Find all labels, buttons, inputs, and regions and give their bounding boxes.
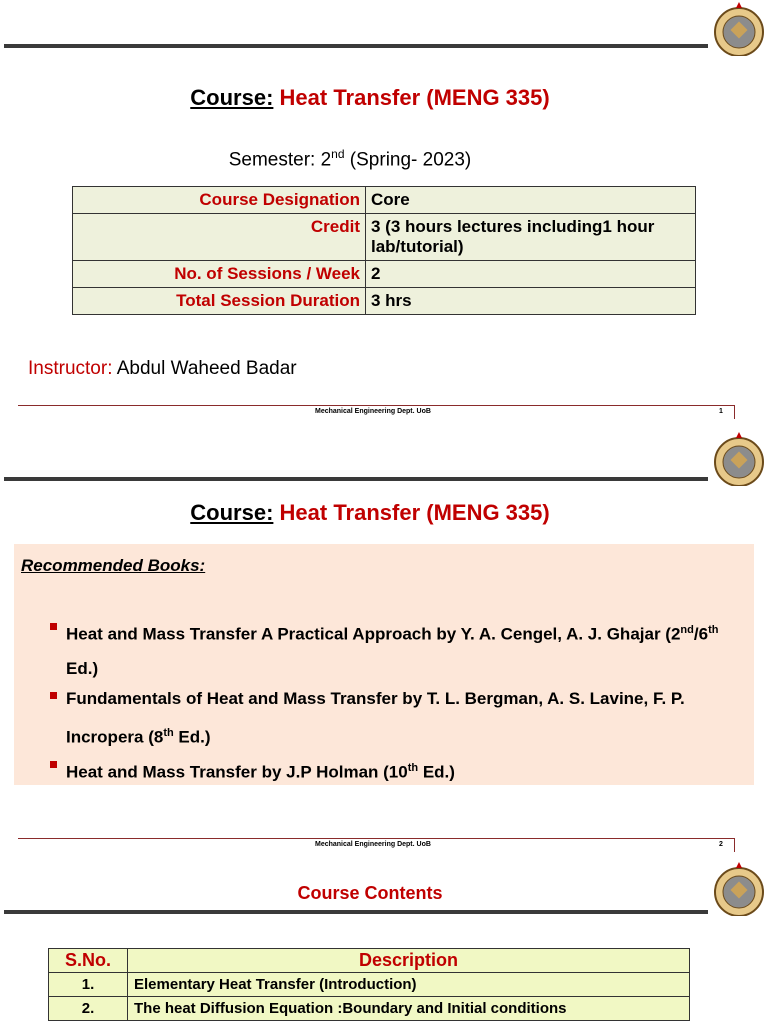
course-info-table bbox=[72, 186, 696, 315]
book2-text: Fundamentals of Heat and Mass Transfer by T. L. Bergman, A. S. Lavine, F. P. Incropera (8 bbox=[66, 689, 685, 747]
footer-rule bbox=[18, 405, 734, 406]
row-value: 3 hrs bbox=[366, 288, 696, 315]
instructor-name: Abdul Waheed Badar bbox=[116, 358, 297, 379]
col-description-header: Description bbox=[128, 949, 690, 973]
row-key: Credit bbox=[73, 214, 366, 261]
book3-sup: th bbox=[407, 762, 419, 774]
header-rule bbox=[4, 44, 708, 48]
bullet-icon bbox=[50, 692, 57, 699]
semester-line bbox=[0, 147, 700, 171]
row-key: Total Session Duration bbox=[73, 288, 366, 315]
course-title bbox=[0, 85, 740, 111]
row-sno: 2. bbox=[49, 997, 128, 1021]
book-item bbox=[66, 682, 746, 755]
course-contents-title: Course Contents bbox=[297, 883, 443, 903]
book1-sup2: th bbox=[708, 624, 719, 636]
bullet-icon bbox=[50, 761, 57, 768]
book3-text: Heat and Mass Transfer by J.P Holman (10 bbox=[66, 762, 408, 782]
footer-rule bbox=[18, 838, 734, 839]
row-value: 3 (3 hours lectures including1 hour lab/tutorial) bbox=[366, 214, 696, 261]
table-row bbox=[49, 997, 690, 1021]
row-key: Course Designation bbox=[73, 187, 366, 214]
title-value: Heat Transfer (MENG 335) bbox=[279, 500, 550, 525]
table-row bbox=[73, 288, 696, 315]
university-seal-logo bbox=[712, 432, 766, 486]
book2-sup: th bbox=[163, 727, 174, 739]
row-value: 2 bbox=[366, 261, 696, 288]
book2-text-b: Ed.) bbox=[173, 727, 211, 747]
title-label: Course: bbox=[190, 500, 274, 525]
header-rule bbox=[4, 910, 708, 914]
table-header-row bbox=[49, 949, 690, 973]
table-row bbox=[73, 261, 696, 288]
footer-rule-end bbox=[734, 405, 735, 419]
book3-text-b: Ed.) bbox=[418, 762, 455, 782]
books-heading: Recommended Books: bbox=[21, 556, 206, 575]
book1-text: Heat and Mass Transfer A Practical Approach by Y. A. Cengel, A. J. Ghajar (2 bbox=[66, 624, 681, 644]
course-title bbox=[0, 500, 740, 526]
semester-sup: nd bbox=[331, 147, 345, 161]
row-key: No. of Sessions / Week bbox=[73, 261, 366, 288]
page-number: 1 bbox=[719, 408, 723, 415]
footer-dept: Mechanical Engineering Dept. UoB bbox=[315, 408, 431, 415]
university-seal-logo bbox=[712, 2, 766, 56]
course-contents-table bbox=[48, 948, 690, 1021]
row-description: The heat Diffusion Equation :Boundary and Initial conditions bbox=[128, 997, 690, 1021]
instructor-line bbox=[28, 358, 297, 380]
footer-rule-end bbox=[734, 838, 735, 852]
bullet-icon bbox=[50, 623, 57, 630]
table-row bbox=[49, 973, 690, 997]
title-label: Course: bbox=[190, 85, 274, 110]
row-sno: 1. bbox=[49, 973, 128, 997]
book1-text-c: Ed.) bbox=[66, 658, 99, 678]
semester-prefix: Semester: 2 bbox=[228, 149, 332, 171]
title-value: Heat Transfer (MENG 335) bbox=[279, 85, 550, 110]
row-value: Core bbox=[366, 187, 696, 214]
table-row bbox=[73, 214, 696, 261]
page-number: 2 bbox=[719, 841, 723, 848]
book-item bbox=[66, 751, 746, 790]
table-row bbox=[73, 187, 696, 214]
footer-dept: Mechanical Engineering Dept. UoB bbox=[315, 841, 431, 848]
semester-suffix: (Spring- 2023) bbox=[344, 149, 472, 171]
instructor-label: Instructor: bbox=[28, 358, 113, 379]
book1-sup: nd bbox=[680, 624, 694, 636]
header-rule bbox=[4, 477, 708, 481]
row-description: Elementary Heat Transfer (Introduction) bbox=[128, 973, 690, 997]
col-sno-header: S.No. bbox=[49, 949, 128, 973]
book-item bbox=[66, 613, 746, 686]
book1-text-b: /6 bbox=[693, 624, 709, 644]
